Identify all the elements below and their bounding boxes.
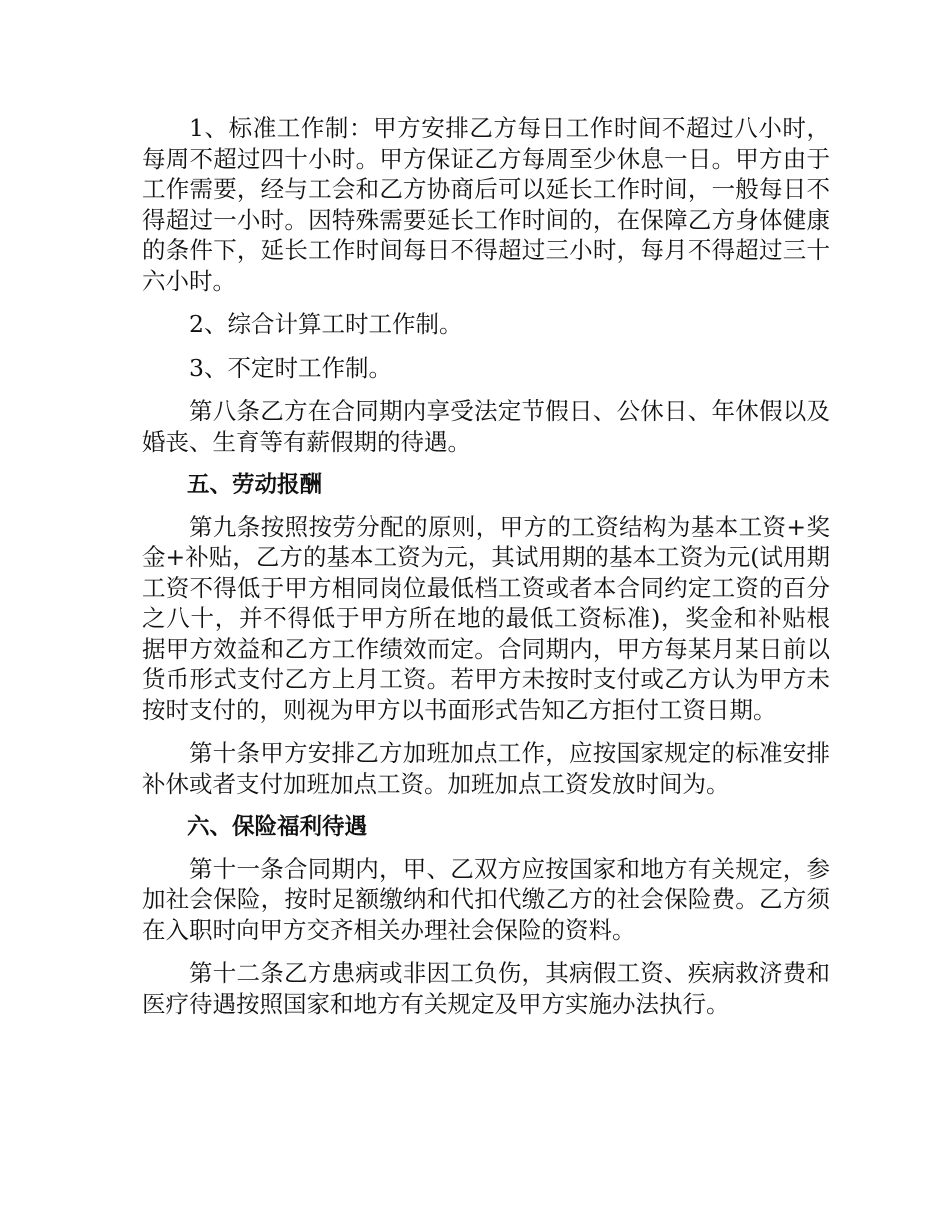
section-heading-insurance-welfare: 六、保险福利待遇 xyxy=(187,814,368,840)
paragraph-standard-working-hours: 1、标准工作制：甲方安排乙方每日工作时间不超过八小时，每周不超过四十小时。甲方保证乙方每周至少休息一日。甲方由于工作需要，经与工会和乙方协商后可以延长工作时间，一般每日不得超过一小时。因特殊需要延长工作时间的，在保障乙方身体健康的条件下，延长工作时间每日不得超过三小时，每月不得超过三十六小时。 xyxy=(142,114,830,295)
paragraph-comprehensive-hours: 2、综合计算工时工作制。 xyxy=(189,310,463,338)
paragraph-article-8: 第八条乙方在合同期内享受法定节假日、公休日、年休假以及婚丧、生育等有薪假期的待遇。 xyxy=(142,397,830,456)
paragraph-flexible-hours: 3、不定时工作制。 xyxy=(189,353,392,382)
paragraph-article-9: 第九条按照按劳分配的原则，甲方的工资结构为基本工资+奖金+补贴，乙方的基本工资为元，其试用期的基本工资为元(试用期工资不得低于甲方相同岗位最低档工资或者本合同约定工资的百分之八十，并不得低于甲方所在地的最低工资标准)，奖金和补贴根据甲方效益和乙方工作绩效而定。合同期内，甲方每某月某日前以货币形式支付乙方上月工资。若甲方未按时支付或乙方认为甲方未按时支付的，则视为甲方以书面形式告知乙方拒付工资日期。 xyxy=(142,512,830,724)
paragraph-article-10: 第十条甲方安排乙方加班加点工作，应按国家规定的标准安排补休或者支付加班加点工资。加班加点工资发放时间为。 xyxy=(142,739,830,798)
section-heading-remuneration: 五、劳动报酬 xyxy=(187,472,323,498)
paragraph-article-12: 第十二条乙方患病或非因工负伤，其病假工资、疾病救济费和医疗待遇按照国家和地方有关规定及甲方实施办法执行。 xyxy=(142,959,830,1018)
document-body xyxy=(142,113,830,1032)
paragraph-article-11: 第十一条合同期内，甲、乙双方应按国家和地方有关规定，参加社会保险，按时足额缴纳和代扣代缴乙方的社会保险费。乙方须在入职时向甲方交齐相关办理社会保险的资料。 xyxy=(142,854,830,944)
